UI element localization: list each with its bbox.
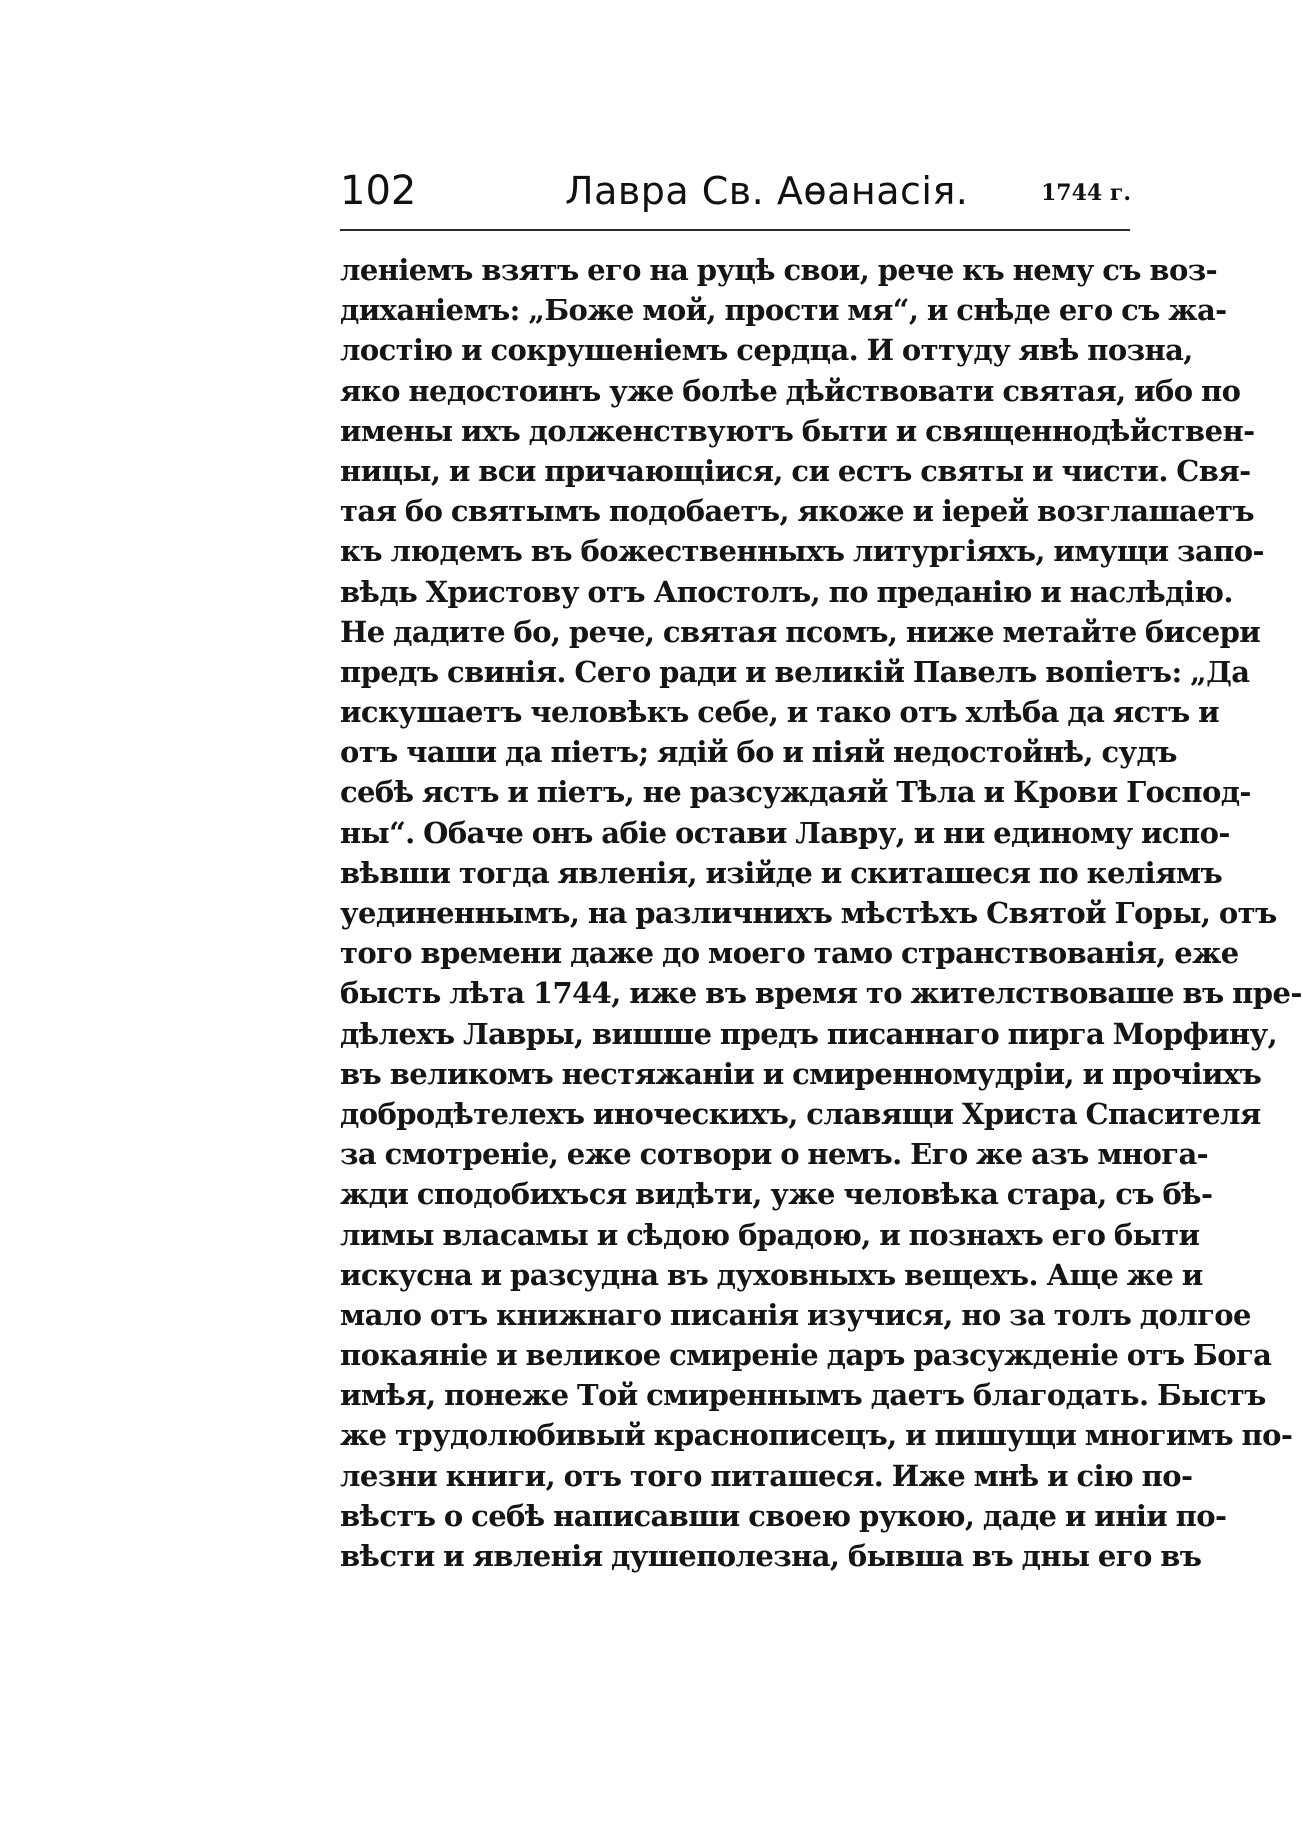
text-line: искусна и разсудна въ духовныхъ вещехъ. Аще же и bbox=[340, 1257, 1203, 1292]
text-line: лезни книги, отъ того питашеся. Иже мнѣ и сію по- bbox=[340, 1458, 1193, 1493]
header-year: 1744 г. bbox=[1041, 180, 1132, 206]
text-line: покаяніе и великое смиреніе даръ разсужденіе отъ Бога bbox=[340, 1338, 1272, 1373]
text-line: въ великомъ нестяжаніи и смиренномудріи, и прочіихъ bbox=[340, 1056, 1262, 1091]
text-line: за смотреніе, еже сотвори о немъ. Его же азъ многа- bbox=[340, 1137, 1209, 1172]
text-line: бысть лѣта 1744, иже въ время то жителствоваше въ пре- bbox=[340, 976, 1302, 1011]
text-line: того времени даже до моего тамо странствованія, еже bbox=[340, 936, 1239, 971]
text-line: вѣвши тогда явленія, изійде и скиташеся по келіямъ bbox=[340, 855, 1223, 890]
text-line: имены ихъ долженствуютъ быти и священнодѣйствен- bbox=[340, 413, 1255, 448]
text-line: себѣ ястъ и піетъ, не разсуждаяй Тѣла и Крови Господ- bbox=[340, 775, 1251, 810]
page-header bbox=[340, 168, 1130, 228]
text-line: искушаетъ человѣкъ себе, и тако отъ хлѣба да ястъ и bbox=[340, 695, 1220, 730]
running-title: Лавра Св. Аѳанасія. bbox=[565, 169, 969, 213]
text-line: ницы, и вси причающіися, си естъ святы и чисти. Свя- bbox=[340, 453, 1251, 488]
text-line: жди сподобихъся видѣти, уже человѣка стара, съ бѣ- bbox=[340, 1177, 1213, 1212]
body-text bbox=[340, 250, 1302, 1576]
text-line: яко недостоинъ уже болѣе дѣйствовати святая, ибо по bbox=[340, 373, 1241, 408]
text-line: Не дадите бо, рече, святая псомъ, ниже метайте бисери bbox=[340, 614, 1261, 649]
page-number: 102 bbox=[340, 168, 417, 214]
text-line: лимы власамы и сѣдою брадою, и познахъ его быти bbox=[340, 1217, 1200, 1252]
text-line: тая бо святымъ подобаетъ, якоже и іерей возглашаетъ bbox=[340, 494, 1255, 529]
text-line: добродѣтелехъ иноческихъ, славящи Христа Спасителя bbox=[340, 1096, 1261, 1131]
text-line: леніемъ взятъ его на руцѣ свои, рече къ нему съ воз- bbox=[340, 253, 1218, 287]
text-line: дѣлехъ Лавры, вишше предъ писаннаго пирга Морфину, bbox=[340, 1016, 1278, 1051]
text-line: мало отъ книжнаго писанія изучися, но за толъ долгое bbox=[340, 1297, 1251, 1332]
text-line: вѣстъ о себѣ написавши своею рукою, даде и иніи по- bbox=[340, 1498, 1227, 1533]
text-line: вѣсти и явленія душеполезна, бывша въ дны его въ bbox=[340, 1539, 1202, 1573]
text-line: вѣдь Христову отъ Апостолъ, по преданію и наслѣдію. bbox=[340, 574, 1233, 609]
text-line: предъ свинія. Сего ради и великій Павелъ вопіетъ: „Да bbox=[340, 654, 1250, 689]
text-line: лостію и сокрушеніемъ сердца. И оттуду явѣ позна, bbox=[340, 333, 1193, 368]
text-line: уединеннымъ, на различнихъ мѣстѣхъ Святой Горы, отъ bbox=[340, 896, 1277, 930]
text-line: ны“. Обаче онъ абіе остави Лавру, и ни единому испо- bbox=[340, 815, 1230, 850]
text-line: же трудолюбивый краснописецъ, и пишущи многимъ по- bbox=[340, 1418, 1293, 1453]
text-line: диханіемъ: „Боже мой, прости мя“, и снѣде его съ жа- bbox=[340, 293, 1227, 328]
text-line: отъ чаши да піетъ; ядій бо и піяй недостойнѣ, судъ bbox=[340, 735, 1177, 770]
header-rule bbox=[340, 229, 1130, 231]
text-line: къ людемъ въ божественныхъ литургіяхъ, имущи запо- bbox=[340, 534, 1264, 569]
text-line: имѣя, понеже Той смиреннымъ даетъ благодать. Быстъ bbox=[340, 1378, 1266, 1413]
